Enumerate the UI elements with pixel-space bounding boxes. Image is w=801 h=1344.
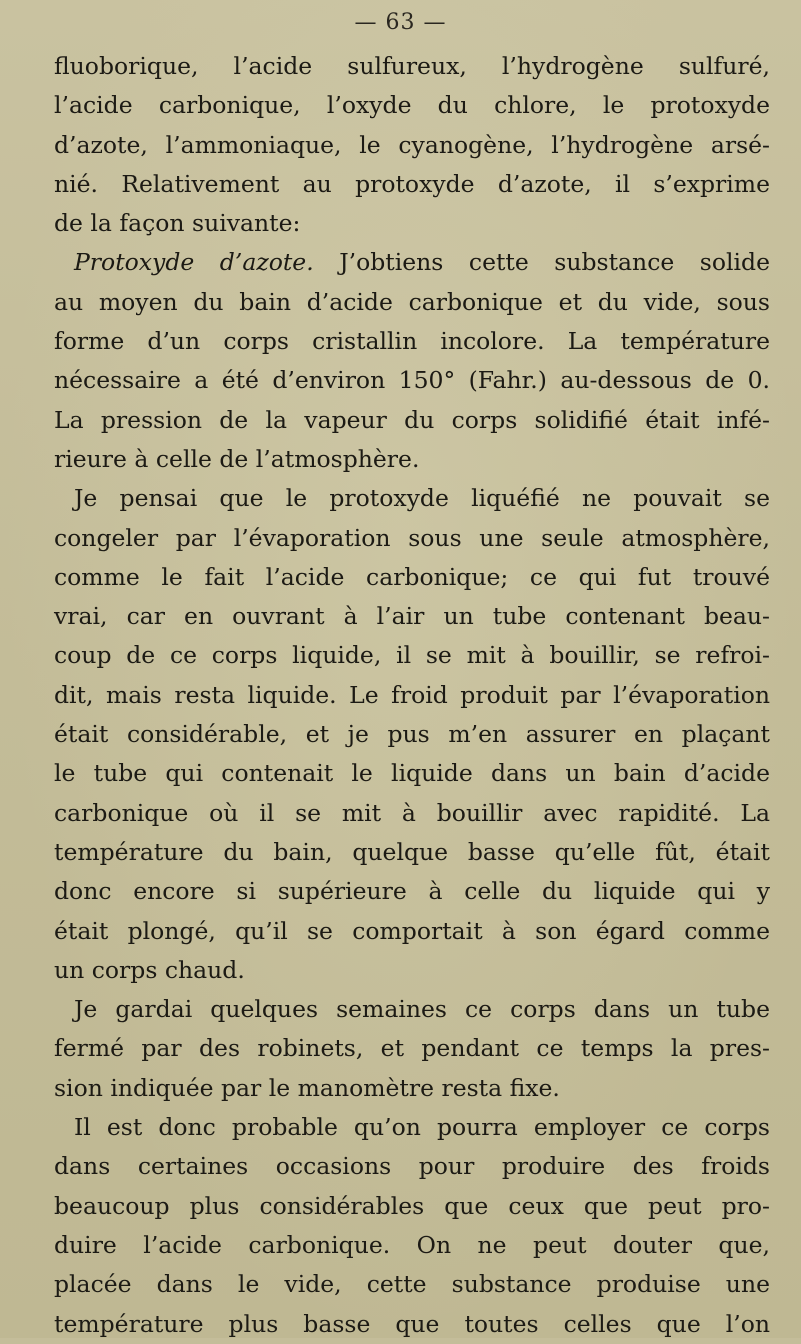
text-line: forme d’un corps cristallin incolore. La température	[54, 327, 770, 356]
text-line: Je pensai que le protoxyde liquéfié ne pouvait se	[74, 484, 770, 513]
text-line: le tube qui contenait le liquide dans un bain d’acide	[54, 759, 770, 788]
text-line: l’acide carbonique, l’oxyde du chlore, le protoxyde	[54, 91, 770, 120]
text-line: d’azote, l’ammoniaque, le cyanogène, l’hydrogène arsé-	[54, 130, 770, 159]
text-line: comme le fait l’acide carbonique; ce qui fut trouvé	[54, 562, 770, 591]
text-line: rieure à celle de l’atmosphère.	[54, 444, 420, 473]
text-line: carbonique où il se mit à bouillir avec rapidité. La	[54, 798, 770, 827]
text-line: beaucoup plus considérables que ceux que peut pro-	[54, 1191, 770, 1220]
text-line: congeler par l’évaporation sous une seule atmosphère,	[54, 523, 770, 552]
text-line: Je gardai quelques semaines ce corps dans un tube	[74, 995, 770, 1024]
text-line: nié. Relativement au protoxyde d’azote, il s’exprime	[54, 169, 770, 198]
text-line: vrai, car en ouvrant à l’air un tube contenant beau-	[54, 602, 770, 631]
italic-heading: Protoxyde d’azote.	[74, 248, 314, 277]
text-line: fermé par des robinets, et pendant ce temps la pres-	[54, 1034, 770, 1063]
text-line: température plus basse que toutes celles que l’on	[54, 1309, 770, 1338]
body-text	[54, 47, 770, 1344]
text-line: était considérable, et je pus m’en assurer en plaçant	[54, 720, 770, 749]
text-line: fluoborique, l’acide sulfureux, l’hydrogène sulfuré,	[54, 52, 770, 80]
text-line: de la façon suivante:	[54, 209, 301, 238]
text-line: sion indiquée par le manomètre resta fixe.	[54, 1073, 560, 1102]
text-line: au moyen du bain d’acide carbonique et du vide, sous	[54, 287, 770, 316]
text-line: dans certaines occasions pour produire des froids	[54, 1152, 770, 1181]
text-line: duire l’acide carbonique. On ne peut douter que,	[54, 1230, 770, 1259]
text-line: coup de ce corps liquide, il se mit à bouillir, se refroi-	[54, 641, 770, 670]
text-line: nécessaire a été d’environ 150° (Fahr.) au-dessous de 0.	[54, 366, 770, 395]
text-line: dit, mais resta liquide. Le froid produit par l’évaporation	[54, 680, 770, 709]
text-line: était plongé, qu’il se comportait à son égard comme	[54, 916, 770, 945]
text-line: température du bain, quelque basse qu’elle fût, était	[54, 837, 770, 866]
page-number: — 63 —	[354, 10, 447, 35]
text-line: La pression de la vapeur du corps solidifié était infé-	[54, 405, 770, 434]
text-line: un corps chaud.	[54, 955, 245, 984]
text-line: donc encore si supérieure à celle du liquide qui y	[54, 877, 770, 906]
text-line: placée dans le vide, cette substance produise une	[54, 1270, 770, 1299]
text-line: Protoxyde d’azote. J’obtiens cette substance solide	[74, 248, 770, 277]
text-line: Il est donc probable qu’on pourra employer ce corps	[74, 1113, 770, 1142]
